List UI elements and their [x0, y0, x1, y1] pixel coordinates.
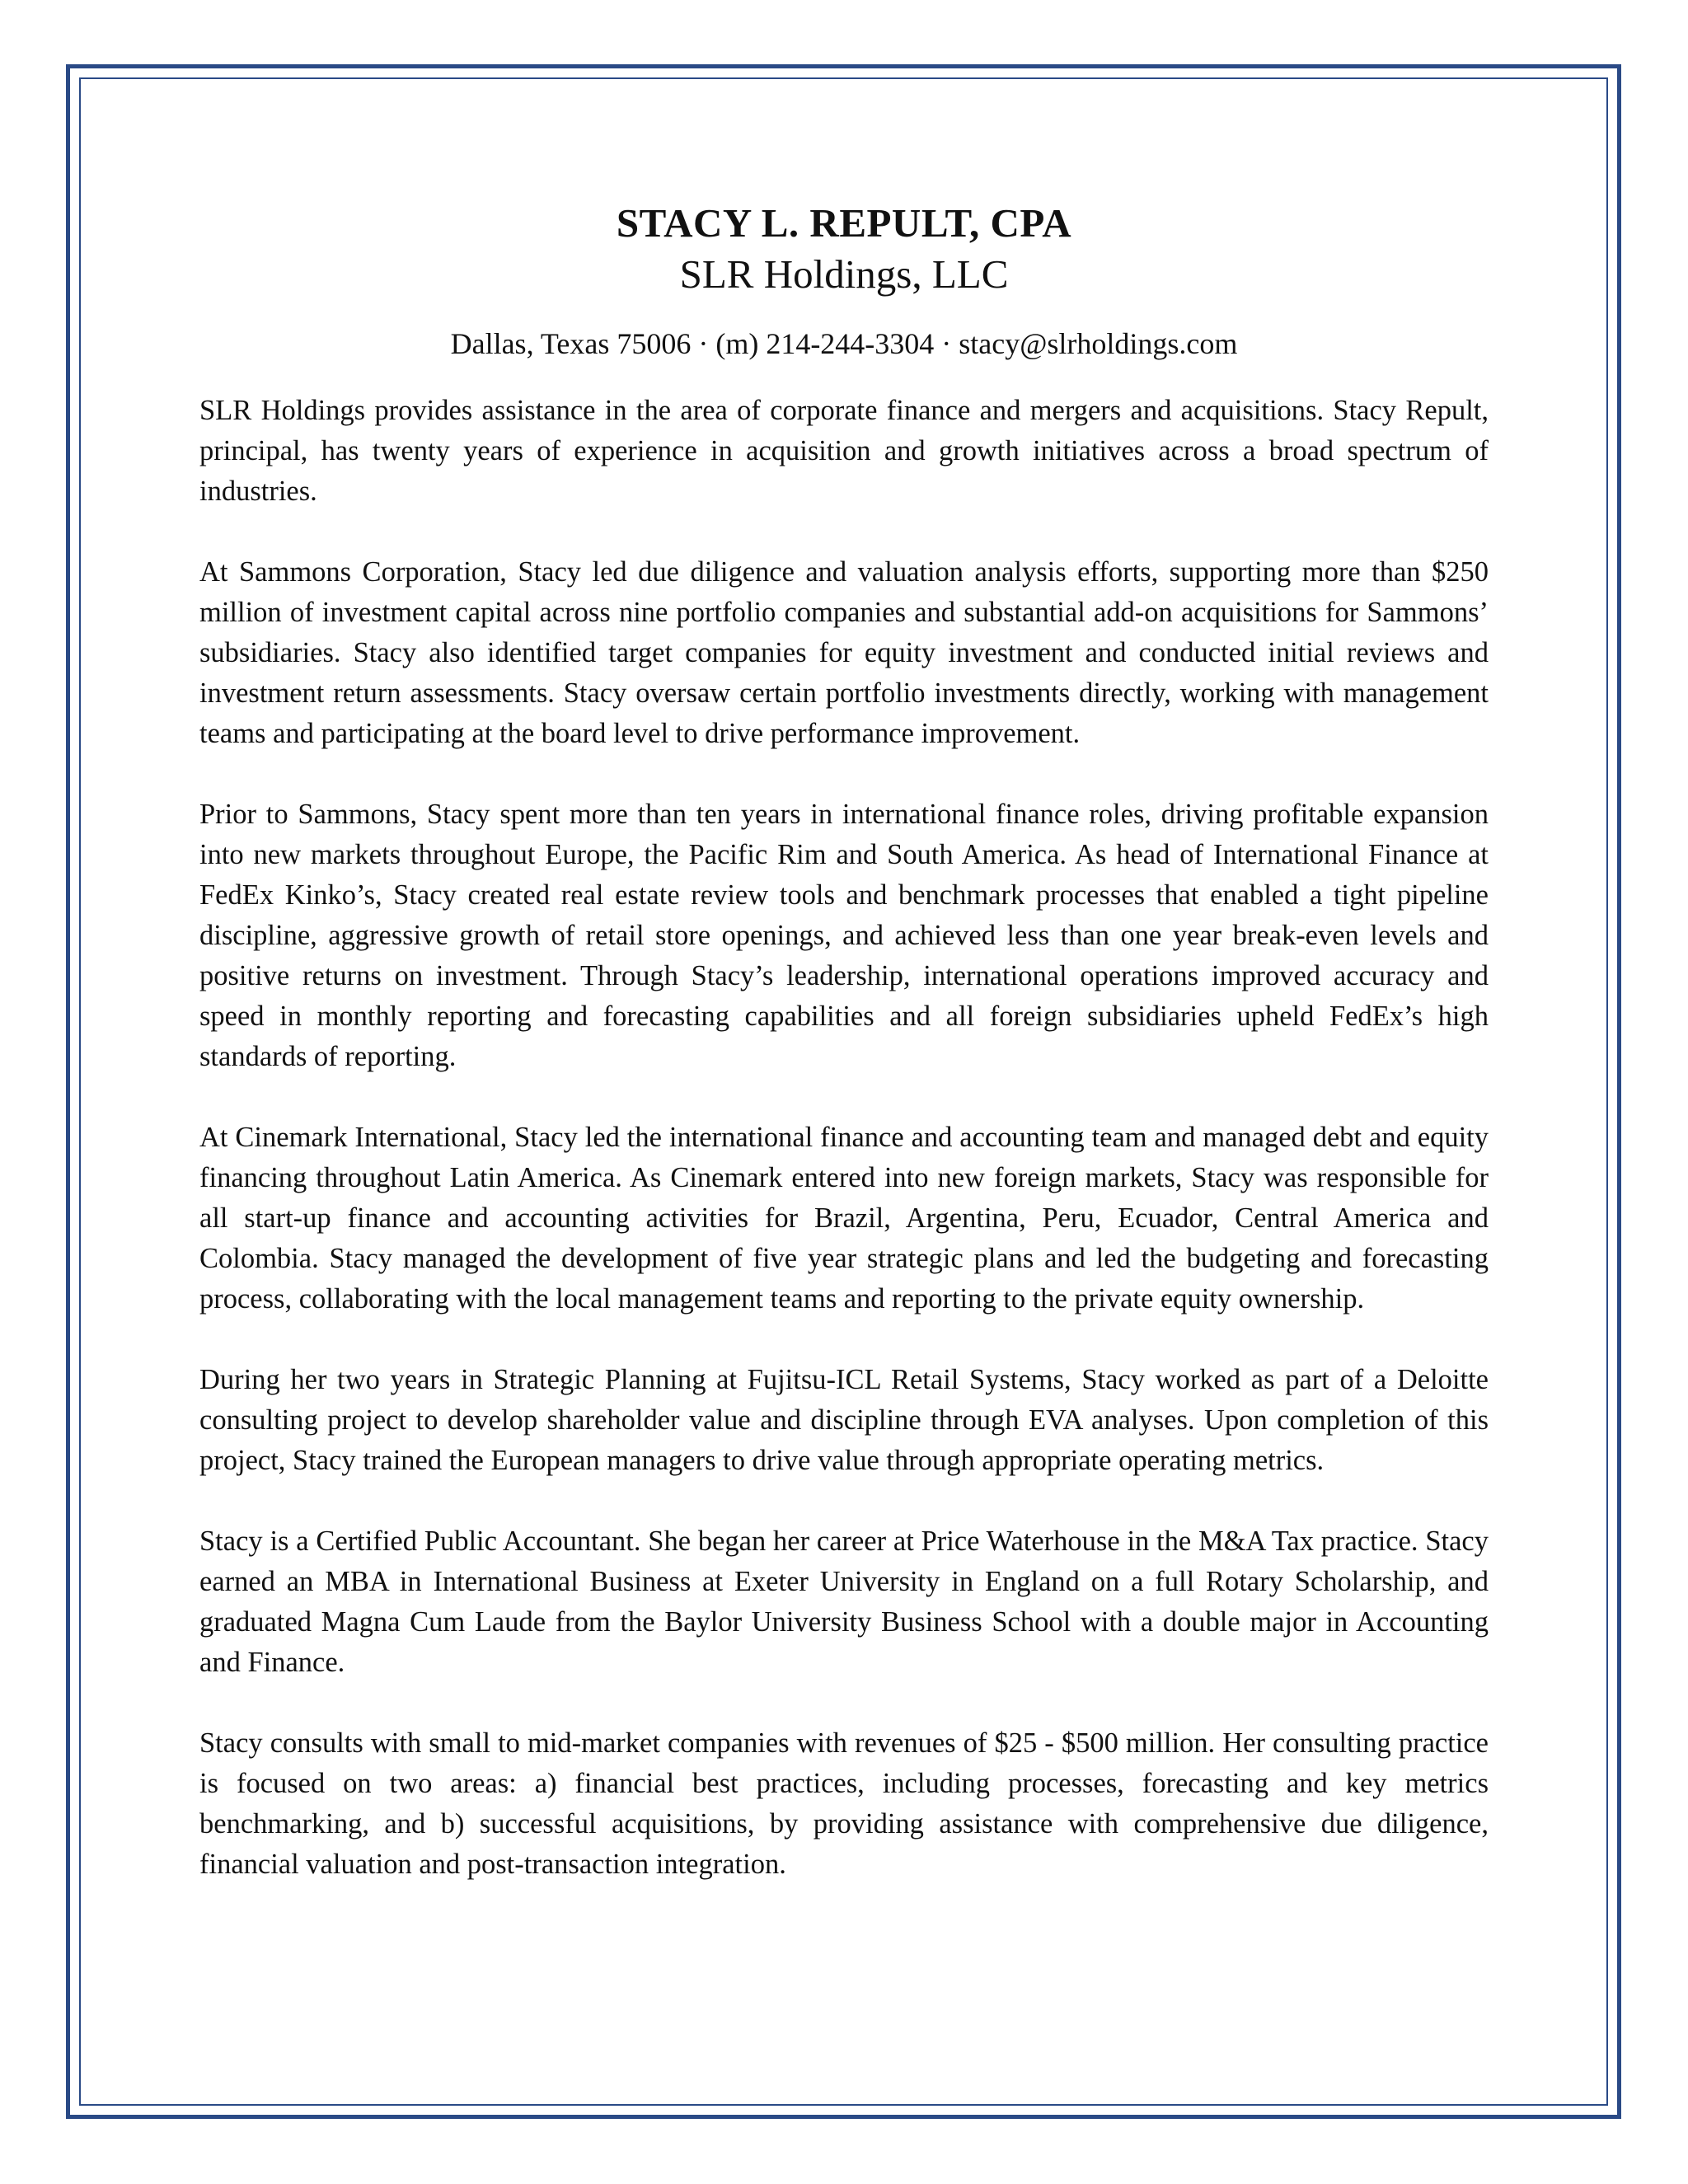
paragraph-cinemark: At Cinemark International, Stacy led the international finance and accounting team and managed debt and equity financing throughout Latin America. As Cinemark entered into new foreign markets, Stacy was responsible for all start-up finance and accounting activities for Brazil, Argentina, Peru, Ecuador, Central America and Colombia. Stacy managed the development of five year strategic plans and led the budgeting and forecasting process, collaborating with the local management teams and reporting to the private equity ownership.	[199, 1122, 1489, 1315]
paragraph-sammons: At Sammons Corporation, Stacy led due diligence and valuation analysis efforts, supporting more than $250 million of investment capital across nine portfolio companies and substantial add-on acquisitions for Sammons’ subsidiaries. Stacy also identified target companies for equity investment and conducted initial reviews and investment return assessments. Stacy oversaw certain portfolio investments directly, working with management teams and participating at the board level to drive performance improvement.	[199, 556, 1489, 749]
company-name: SLR Holdings, LLC	[679, 251, 1009, 297]
paragraph-international-finance: Prior to Sammons, Stacy spent more than ten years in international finance roles, driving profitable expansion into new markets throughout Europe, the Pacific Rim and South America. As head of International Finance at FedEx Kinko’s, Stacy created real estate review tools and benchmark processes that enabled a tight pipeline discipline, aggressive growth of retail store openings, and achieved less than one year break-even levels and positive returns on investment. Through Stacy’s leadership, international operations improved accuracy and speed in monthly reporting and forecasting capabilities and all foreign subsidiaries upheld FedEx’s high standards of reporting.	[199, 799, 1489, 1072]
contact-line: Dallas, Texas 75006 · (m) 214-244-3304 · stacy@slrholdings.com	[450, 327, 1238, 360]
document-body	[199, 198, 1489, 1885]
paragraph-education: Stacy is a Certified Public Accountant. She began her career at Price Waterhouse in the M&A Tax practice. Stacy earned an MBA in International Business at Exeter University in England on a full Rotary Scholarship, and graduated Magna Cum Laude from the Baylor University Business School with a double major in Accounting and Finance.	[199, 1526, 1489, 1678]
paragraph-intro: SLR Holdings provides assistance in the area of corporate finance and mergers and acquisitions. Stacy Repult, principal, has twenty years of experience in acquisition and growth initiatives across a broad spectrum of industries.	[199, 395, 1489, 507]
person-name: STACY L. REPULT, CPA	[616, 200, 1072, 246]
paragraph-fujitsu: During her two years in Strategic Planning at Fujitsu-ICL Retail Systems, Stacy worked as part of a Deloitte consulting project to develop shareholder value and discipline through EVA analyses. Upon completion of this project, Stacy trained the European managers to drive value through appropriate operating metrics.	[199, 1364, 1489, 1476]
paragraph-consulting: Stacy consults with small to mid-market companies with revenues of $25 - $500 million. Her consulting practice is focused on two areas: a) financial best practices, including processes, forecasting and key metrics benchmarking, and b) successful acquisitions, by providing assistance with comprehensive due diligence, financial valuation and post-transaction integration.	[199, 1727, 1489, 1880]
